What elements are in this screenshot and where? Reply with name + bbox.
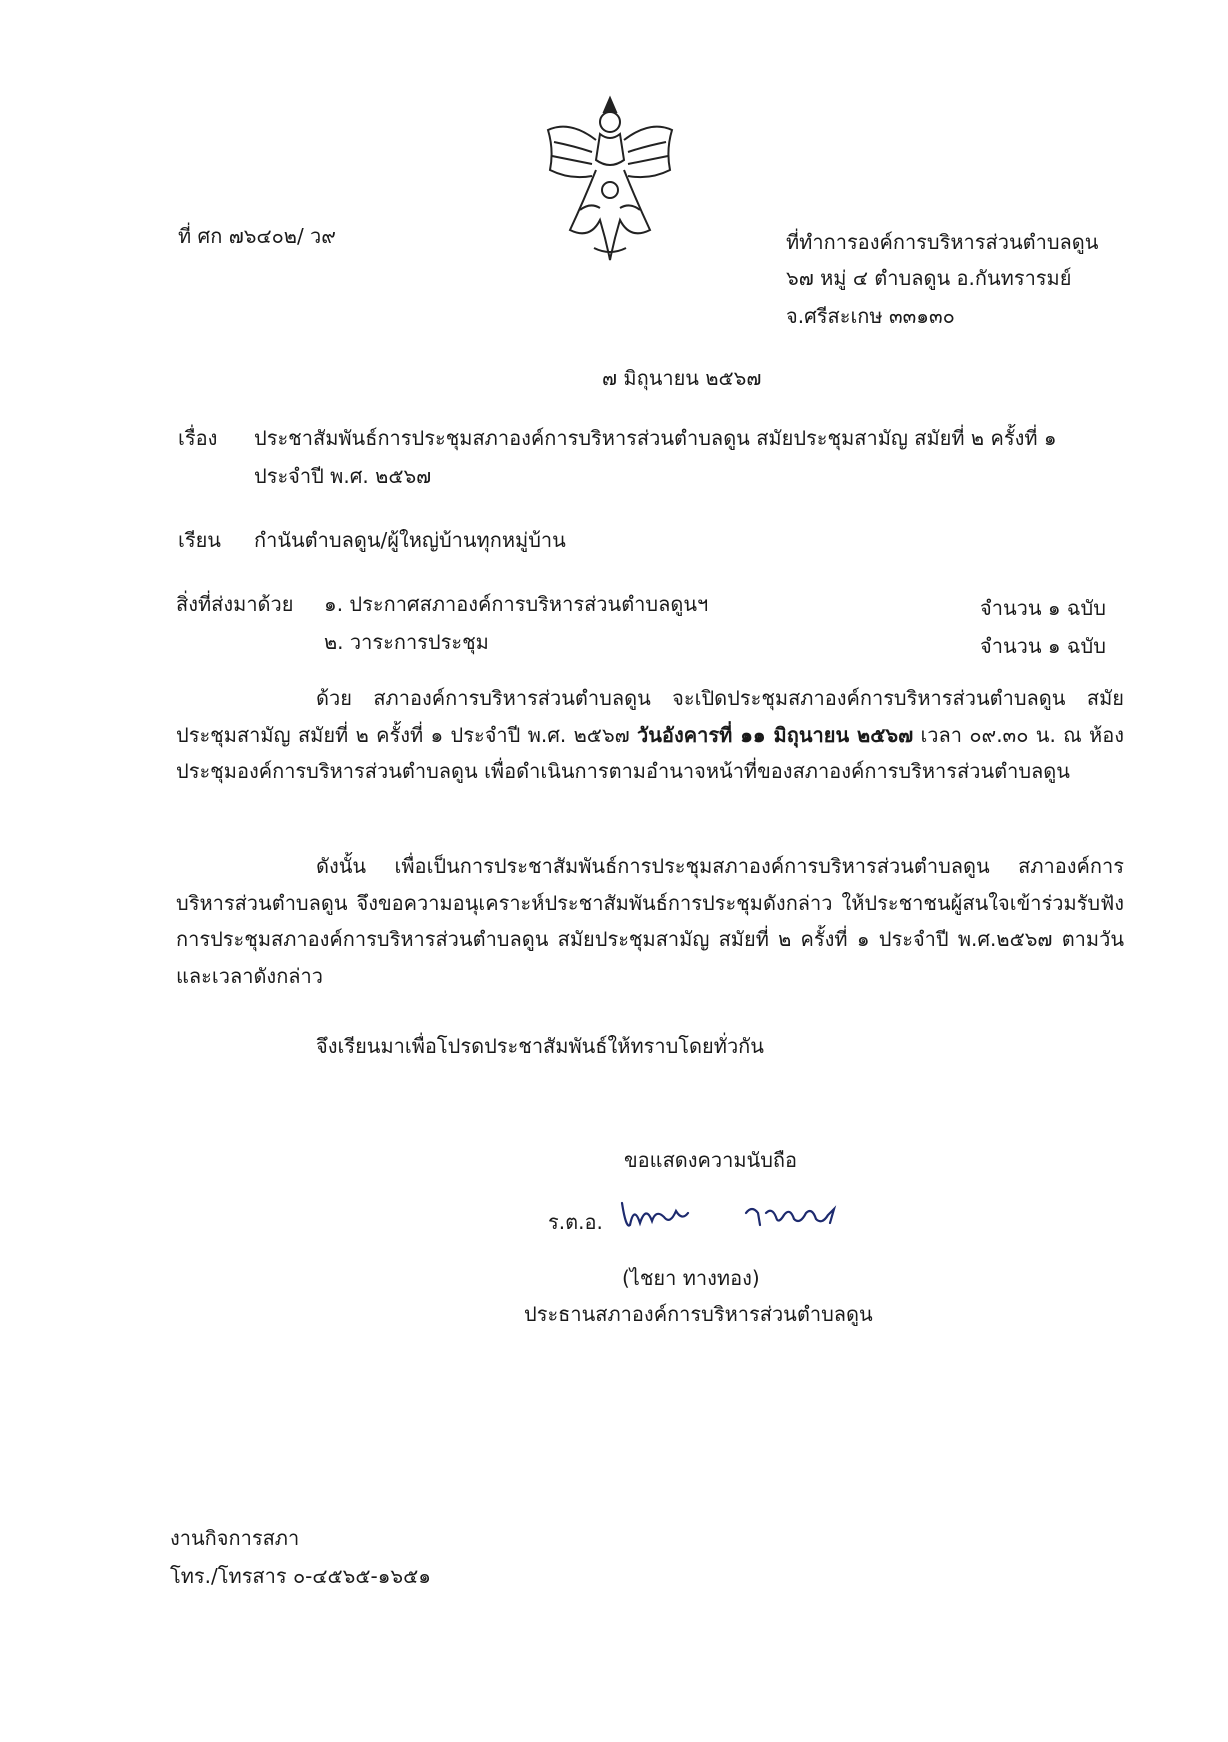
body-paragraph-2 xyxy=(176,848,1124,994)
recipient: กำนันตำบลดูน/ผู้ใหญ่บ้านทุกหมู่บ้าน xyxy=(254,528,566,552)
phone-fax: โทร./โทรสาร ๐-๔๕๖๕-๑๖๕๑ xyxy=(170,1564,431,1588)
department: งานกิจการสภา xyxy=(170,1526,300,1550)
meeting-date-bold: วันอังคารที่ ๑๑ มิถุนายน ๒๕๖๗ xyxy=(637,722,914,747)
body-paragraph-3: จึงเรียนมาเพื่อโปรดประชาสัมพันธ์ให้ทราบโดยทั่วกัน xyxy=(316,1034,764,1058)
handwritten-signature xyxy=(616,1195,856,1235)
closing: ขอแสดงความนับถือ xyxy=(624,1148,798,1172)
body-paragraph-1 xyxy=(176,680,1124,790)
signer-title: ประธานสภาองค์การบริหารส่วนตำบลดูน xyxy=(524,1302,873,1326)
enclosure-item-1: ๑. ประกาศสภาองค์การบริหารส่วนตำบลดูนฯ xyxy=(324,592,709,616)
to-label: เรียน xyxy=(178,528,221,552)
enclosure-qty-2: จำนวน ๑ ฉบับ xyxy=(980,634,1106,658)
para1-text-b: เวลา ๐๙.๓๐ น. ณ ห้องประชุมองค์การบริหารส่วนตำบลดูน เพื่อดำเนินการตามอำนาจหน้าที่ของสภาองค์การบริหารส่วนตำบลดูน xyxy=(176,722,1124,783)
address-line-1: ที่ทำการองค์การบริหารส่วนตำบลดูน xyxy=(786,230,1099,254)
address-line-3: จ.ศรีสะเกษ ๓๓๑๓๐ xyxy=(786,304,955,328)
reference-number: ที่ ศก ๗๖๔๐๒/ ว๙ xyxy=(178,224,336,248)
para2-text: ดังนั้น เพื่อเป็นการประชาสัมพันธ์การประชุมสภาองค์การบริหารส่วนตำบลดูน สภาองค์การบริหารส่วนตำบลดูน จึงขอความอนุเคราะห์ประชาสัมพันธ์การประชุมดังกล่าว ให้ประชาชนผู้สนใจเข้าร่วมรับฟังการประชุมสภาองค์การบริหารส่วนตำบลดูน สมัยประชุมสามัญ สมัยที่ ๒ ครั้งที่ ๑ ประจำปี พ.ศ.๒๕๖๗ ตามวันและเวลาดังกล่าว xyxy=(176,854,1124,988)
subject-line-2: ประจำปี พ.ศ. ๒๕๖๗ xyxy=(254,464,432,488)
garuda-emblem-icon xyxy=(540,90,680,270)
enclosure-qty-1: จำนวน ๑ ฉบับ xyxy=(980,596,1106,620)
signer-name: (ไชยา ทางทอง) xyxy=(622,1266,760,1290)
address-line-2: ๖๗ หมู่ ๔ ตำบลดูน อ.กันทรารมย์ xyxy=(786,266,1072,290)
letter-date: ๗ มิถุนายน ๒๕๖๗ xyxy=(602,366,762,390)
para1-text-a: ด้วย สภาองค์การบริหารส่วนตำบลดูน จะเปิดประชุมสภาองค์การบริหารส่วนตำบลดูน สมัยประชุมสามัญ สมัยที่ ๒ ครั้งที่ ๑ ประจำปี พ.ศ. ๒๕๖๗ xyxy=(176,686,1124,747)
enclosure-item-2: ๒. วาระการประชุม xyxy=(324,630,489,654)
subject-line-1: ประชาสัมพันธ์การประชุมสภาองค์การบริหารส่วนตำบลดูน สมัยประชุมสามัญ สมัยที่ ๒ ครั้งที่ ๑ xyxy=(254,426,1057,450)
enclosure-label: สิ่งที่ส่งมาด้วย xyxy=(176,592,294,616)
signature-prefix: ร.ต.อ. xyxy=(548,1210,603,1234)
subject-label: เรื่อง xyxy=(178,426,218,450)
